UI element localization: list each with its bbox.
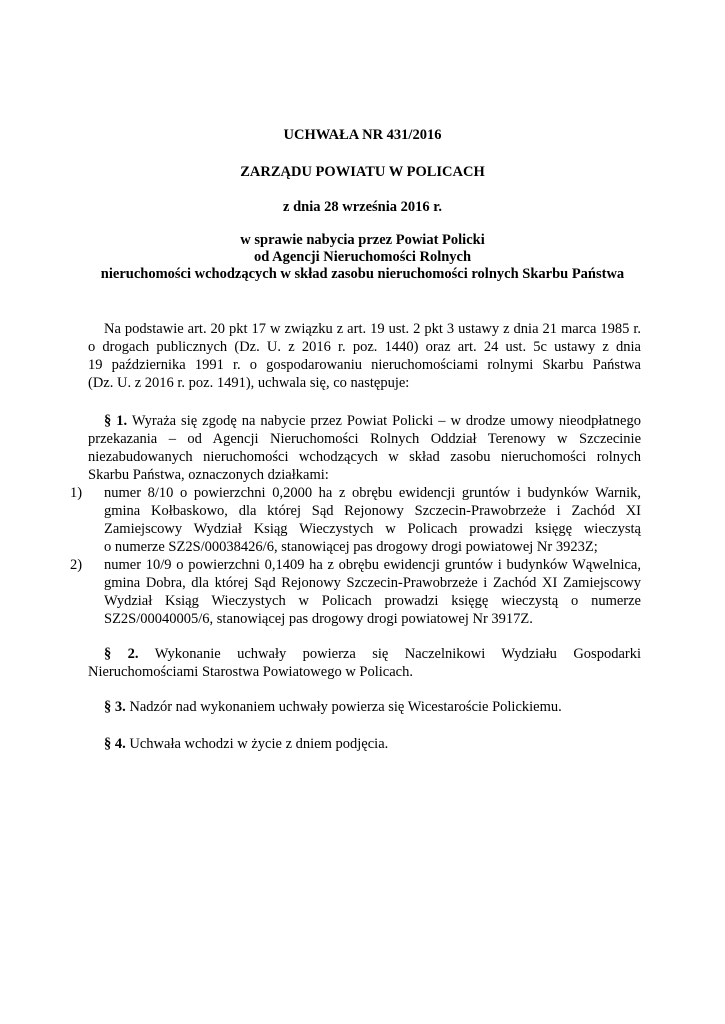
section-2-line [104,645,641,663]
section-4-line [104,735,641,753]
section-1-line: przekazania – od Agencji Nieruchomości Rolnych Oddział Terenowy w Szczecinie [88,431,641,447]
section-2-mark: § 2. [104,646,139,662]
section-4-text: Uchwała wchodzi w życie z dniem podjęcia. [129,736,389,752]
section-3-line [104,698,641,716]
preamble-line: (Dz. U. z 2016 r. poz. 1491), uchwala się, co następuje: [88,375,410,391]
section-3-mark: § 3. [104,699,126,715]
preamble-line: Na podstawie art. 20 pkt 17 w związku z art. 19 ust. 2 pkt 3 ustawy z dnia 21 marca 1985 r. [104,321,641,337]
section-4-mark: § 4. [104,736,126,752]
item-number: 2) [70,557,83,573]
section-3-text: Nadzór nad wykonaniem uchwały powierza się Wicestaroście Polickiemu. [129,699,562,715]
item-2-line: gmina Dobra, dla której Sąd Rejonowy Szczecin-Prawobrzeże i Zachód XI Zamiejscowy [104,575,641,591]
item-1-line: o numerze SZ2S/00038426/6, stanowiącej pas drogowy drogi powiatowej Nr 3923Z; [104,539,598,555]
subject-line: nieruchomości wchodzących w skład zasobu nieruchomości rolnych Skarbu Państwa [100,266,625,282]
item-number: 1) [70,485,83,501]
subject-line: w sprawie nabycia przez Powiat Policki [240,232,485,248]
subject-line: od Agencji Nieruchomości Rolnych [253,249,472,265]
section-1-mark: § 1. [104,413,128,429]
item-2-line: numer 10/9 o powierzchni 0,1409 ha z obrębu ewidencji gruntów i budynków Wąwelnica, [104,557,641,573]
item-2-line: SZ2S/00040005/6, stanowiącej pas drogowy drogi powiatowej Nr 3917Z. [104,611,533,627]
section-1-text: Wyraża się zgodę na nabycie przez Powiat Policki – w drodze umowy nieodpłatnego [131,413,641,429]
section-1-line [104,412,641,430]
item-1-line: gmina Kołbaskowo, dla której Sąd Rejonowy Szczecin-Prawobrzeże i Zachód XI [104,503,641,519]
document-title: UCHWAŁA NR 431/2016 [283,127,442,143]
item-1-line: numer 8/10 o powierzchni 0,2000 ha z obrębu ewidencji gruntów i budynków Warnik, [104,485,641,501]
section-2-line: Nieruchomościami Starostwa Powiatowego w Policach. [88,664,413,680]
item-1-line: Zamiejscowy Wydział Ksiąg Wieczystych w Policach prowadzi księgę wieczystą [104,521,641,537]
section-2-text: Wykonanie uchwały powierza się Naczelnikowi Wydziału Gospodarki [154,646,641,662]
section-1-line: niezabudowanych nieruchomości wchodzących w skład zasobu nieruchomości rolnych [88,449,641,465]
document-date: z dnia 28 września 2016 r. [283,199,442,215]
item-2-line: Wydział Ksiąg Wieczystych w Policach prowadzi księgę wieczystą o numerze [104,593,641,609]
preamble-line: 19 października 1991 r. o gospodarowaniu nieruchomościami rolnymi Skarbu Państwa [88,357,641,373]
preamble-line: o drogach publicznych (Dz. U. z 2016 r. poz. 1440) oraz art. 24 ust. 5c ustawy z dnia [88,339,641,355]
issuing-authority: ZARZĄDU POWIATU W POLICACH [240,164,485,180]
section-1-line: Skarbu Państwa, oznaczonych działkami: [88,467,329,483]
